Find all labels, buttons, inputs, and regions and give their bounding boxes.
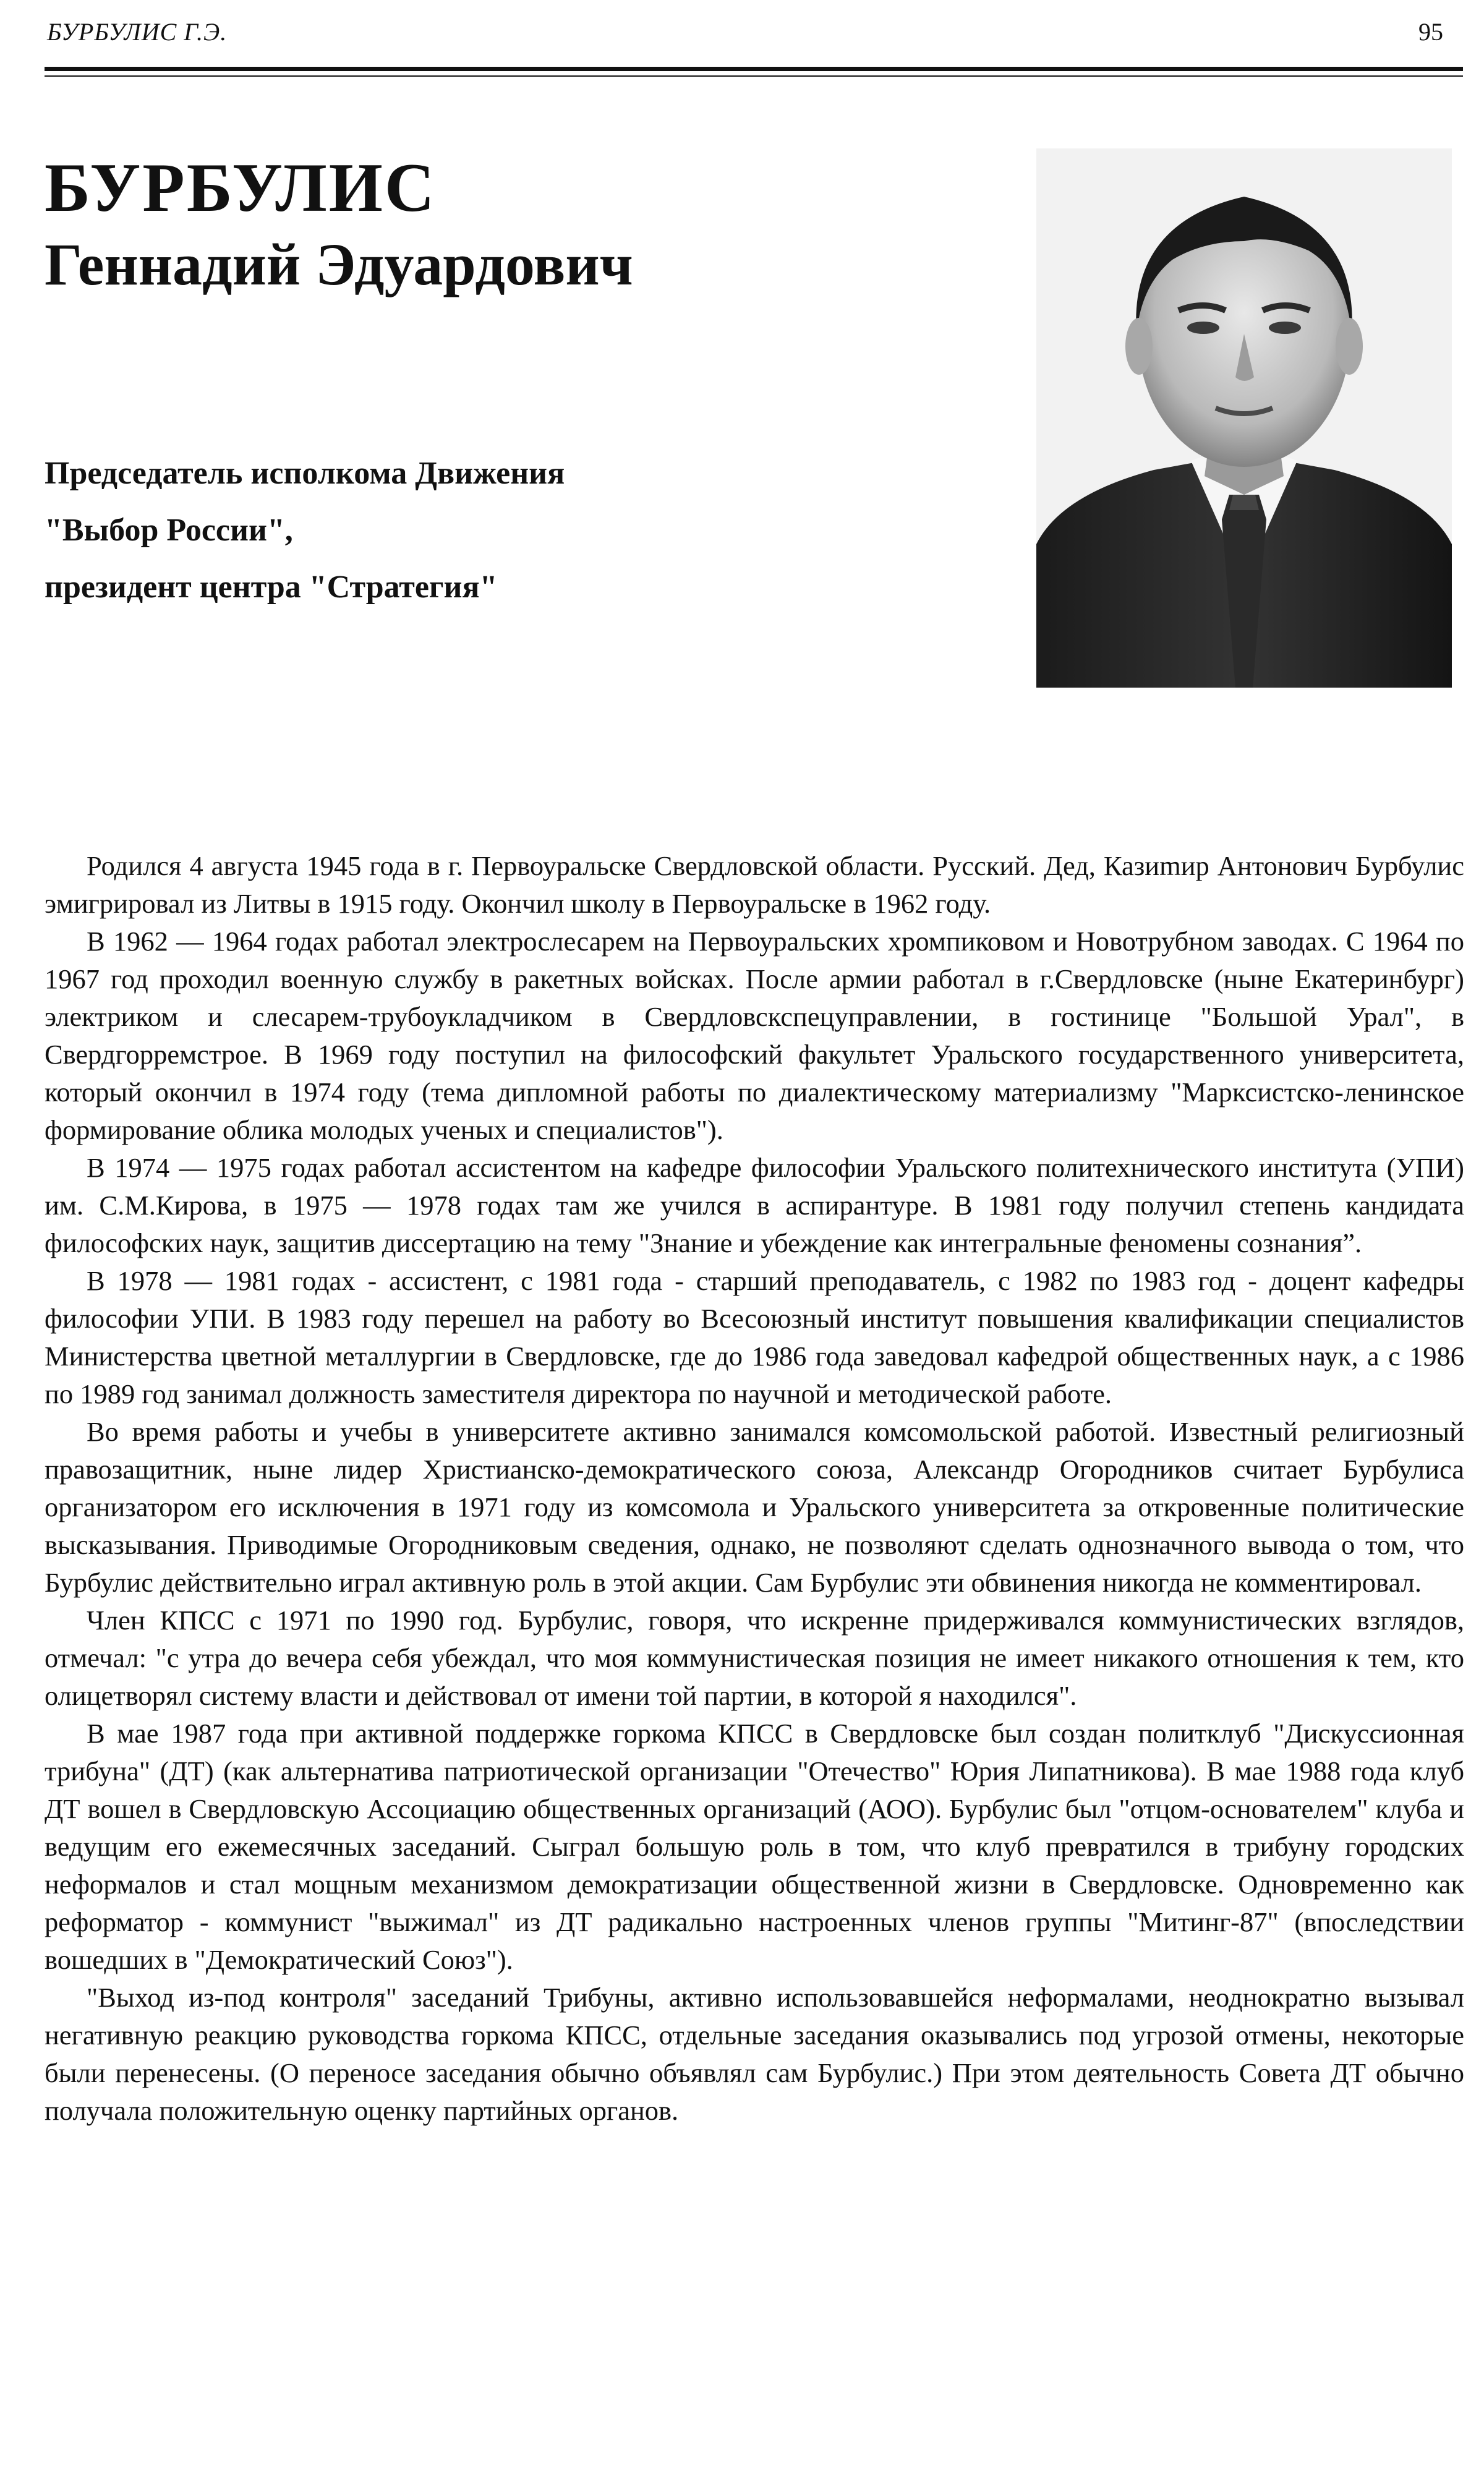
entry-surname: БУРБУЛИС <box>45 150 437 226</box>
paragraph: Член КПСС с 1971 по 1990 год. Бурбулис, говоря, что искренне придерживался коммунистических взглядов, отмечал: "с утра до вечера себя убеждал, что моя коммунистическая позиция не имеет никакого отношения к тем, кто олицетворял систему власти и действовал от имени той партии, в которой я находился". <box>45 1605 1464 1711</box>
paragraph: В 1962 — 1964 годах работал электрослесарем на Первоуральских хромпиковом и Новотрубном заводах. С 1964 по 1967 год проходил военную службу в ракетных войсках. После армии работал в г.Свердловске (ныне Екатеринбург) электриком и слесарем-трубоукладчиком в Свердловскспецуправлении, в гостинице "Большой Урал", в Свердгорремстрое. В 1969 году поступил на философский факультет Уральского государственного университета, который окончил в 1974 году (тема дипломной работы по диалектическому материализму "Марксистско-ленинское формирование облика молодых ученых и специалистов"). <box>45 926 1464 1145</box>
entry-positions <box>45 445 565 616</box>
paragraph: В 1974 — 1975 годах работал ассистентом на кафедре философии Уральского политехнического института (УПИ) им. С.М.Кирова, в 1975 — 1978 годах там же учился в аспирантуре. В 1981 году получил степень кандидата философских наук, защитив диссертацию на тему "Знание и убеждение как интегральные феномены сознания”. <box>45 1152 1464 1258</box>
header-rule-thick <box>45 67 1463 71</box>
position-line: президент центра "Стратегия" <box>45 570 498 605</box>
paragraph: "Выход из-под контроля" заседаний Трибуны, активно использовавшейся неформалами, неоднократно вызывал негативную реакцию руководства горкома КПСС, отдельные заседания оказывались под угрозой отмены, некоторые были перенесены. (О переносе заседания обычно объявлял сам Бурбулис.) При этом деятельность Совета ДТ обычно получала положительную оценку партийных органов. <box>45 1982 1464 2126</box>
paragraph: В 1978 — 1981 годах - ассистент, с 1981 года - старший преподаватель, с 1982 по 1983 год - доцент кафедры философии УПИ. В 1983 году перешел на работу во Всесоюзный институт повышения квалификации специалистов Министерства цветной металлургии в Свердловске, где до 1986 года заведовал кафедрой общественных наук, а с 1986 по 1989 год занимал должность заместителя директора по научной и методической работе. <box>45 1265 1464 1409</box>
position-line: "Выбор России", <box>45 513 293 548</box>
running-head: БУРБУЛИС Г.Э. <box>47 18 228 46</box>
portrait-illustration <box>1036 148 1452 688</box>
header-rule-thin <box>45 75 1463 77</box>
position-line: Председатель исполкома Движения <box>45 456 565 491</box>
article-body <box>45 847 1464 2130</box>
paragraph: В мае 1987 года при активной поддержке горкома КПСС в Свердловске был создан политклуб "Дискуссионная трибуна" (ДТ) (как альтернатива патриотической организации "Отечество" Юрия Липатникова). В мае 1988 года клуб ДТ вошел в Свердловскую Ассоциацию общественных организаций (АОО). Бурбулис был "отцом-основателем" клуба и ведущим его ежемесячных заседаний. Сыграл большую роль в том, что клуб превратился в трибуну городских неформалов и стал мощным механизмом демократизации общественной жизни в Свердловске. Одновременно как реформатор - коммунист "выжимал" из ДТ радикально настроенных членов группы "Митинг-87" (впоследствии вошедших в "Демократический Союз"). <box>45 1718 1464 1975</box>
page-number: 95 <box>1418 18 1443 46</box>
paragraph: Во время работы и учебы в университете активно занимался комсомольской работой. Известный религиозный правозащитник, ныне лидер Христианско-демократического союза, Александр Огородников считает Бурбулиса организатором его исключения в 1971 году из комсомола и Уральского университета за откровенные политические высказывания. Приводимые Огородниковым сведения, однако, не позволяют сделать однозначного вывода о том, что Бурбулис действительно играл активную роль в этой акции. Сам Бурбулис эти обвинения никогда не комментировал. <box>45 1416 1464 1598</box>
entry-given-names: Геннадий Эдуардович <box>45 231 633 297</box>
portrait-photo <box>1036 148 1452 688</box>
paragraph: Родился 4 августа 1945 года в г. Первоуральске Свердловской области. Русский. Дед, Казиmир Антонович Бурбулис эмигрировал из Литвы в 1915 году. Окончил школу в Первоуральске в 1962 году. <box>45 850 1464 919</box>
